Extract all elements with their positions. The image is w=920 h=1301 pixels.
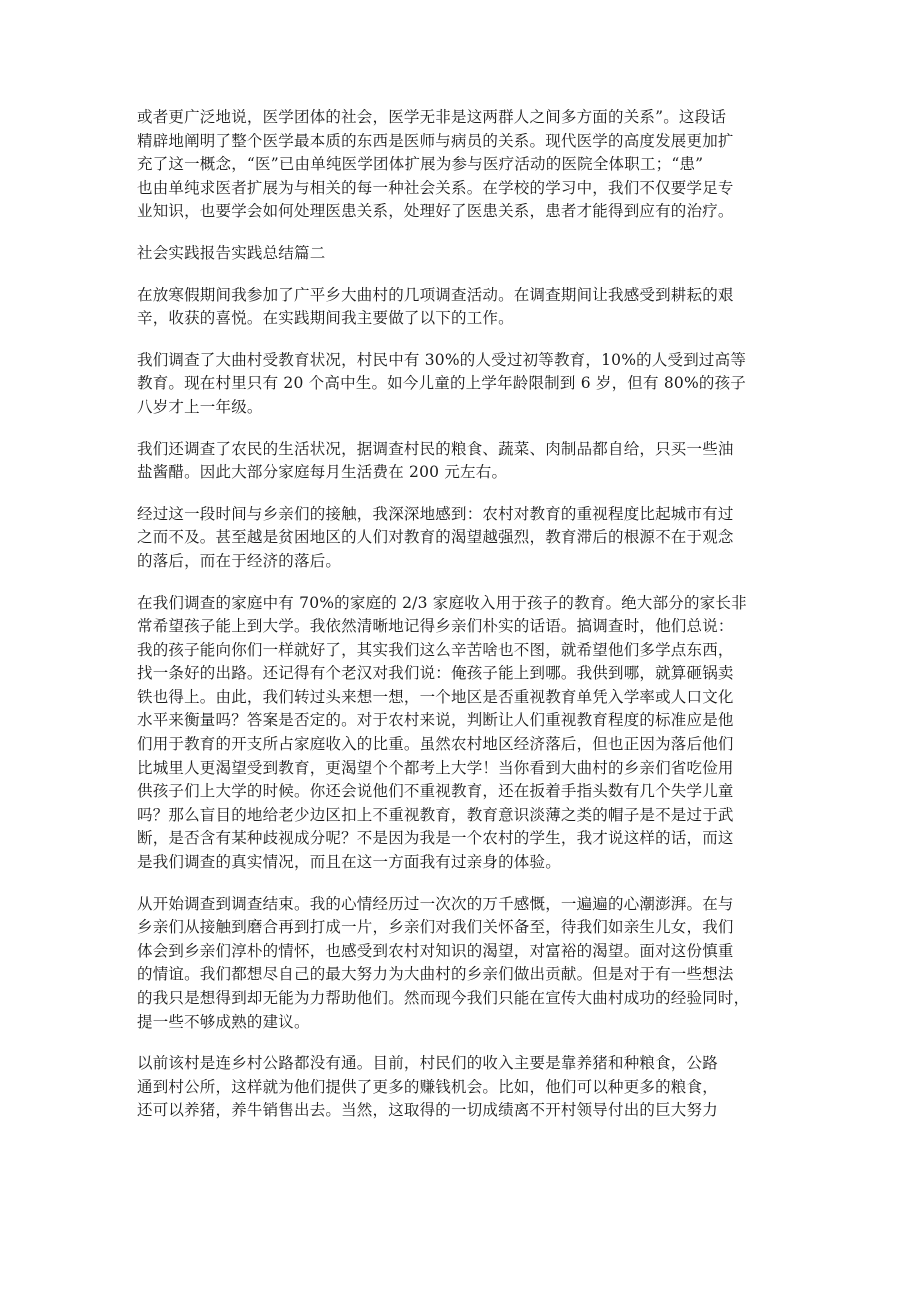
text-line: 之而不及。甚至越是贫困地区的人们对教育的渴望越强烈，教育滞后的根源不在于观念	[137, 528, 734, 547]
text-line: 体会到乡亲们淳朴的情怀，也感受到农村对知识的渴望，对富裕的渴望。面对这份慎重	[137, 941, 734, 960]
text-line: 精辟地阐明了整个医学最本质的东西是医师与病员的关系。现代医学的高度发展更加扩	[137, 131, 734, 150]
text-line: 断，是否含有某种歧视成分呢？不是因为我是一个农村的学生，我才说这样的话，而这	[137, 829, 734, 848]
paragraph-gap	[137, 331, 793, 349]
text-line: 水平来衡量吗？答案是否定的。对于农村来说，判断让人们重视教育程度的标准应是他	[137, 711, 734, 730]
paragraph-education-status	[137, 349, 793, 420]
text-line: 的情谊。我们都想尽自己的最大努力为大曲村的乡亲们做出贡献。但是对于有一些想法	[137, 965, 734, 984]
text-line: 从开始调查到调查结束。我的心情经历过一次次的万千感慨，一遍遍的心潮澎湃。在与	[137, 894, 734, 913]
text-line: 八岁才上一年级。	[137, 397, 263, 416]
text-line: 我的孩子能向你们一样就好了，其实我们这么辛苦啥也不图，就希望他们多学点东西，	[137, 640, 734, 659]
text-line: 业知识，也要学会如何处理医患关系，处理好了医患关系，患者才能得到应有的治疗。	[137, 202, 734, 221]
text-line: 找一条好的出路。还记得有个老汉对我们说：俺孩子能上到哪。我供到哪，就算砸锅卖	[137, 664, 734, 683]
paragraph-doctor-patient	[137, 106, 793, 224]
text-line: 比城里人更渴望受到教育，更渴望个个都考上大学！当你看到大曲村的乡亲们省吃俭用	[137, 758, 734, 777]
text-line: 吗？那么盲目的地给老少边区扣上不重视教育，教育意识淡薄之类的帽子是不是过于武	[137, 805, 734, 824]
paragraph-gap	[137, 266, 793, 284]
text-line: 经过这一段时间与乡亲们的接触，我深深地感到：农村对教育的重视程度比起城市有过	[137, 504, 734, 523]
text-line: 提一些不够成熟的建议。	[137, 1012, 310, 1031]
text-line: 辛，收获的喜悦。在实践期间我主要做了以下的工作。	[137, 309, 514, 328]
paragraph-gap	[137, 574, 793, 592]
text-line: 我们还调查了农民的生活状况，据调查村民的粮食、蔬菜、肉制品都自给，只买一些油	[137, 439, 734, 458]
text-line: 铁也得上。由此，我们转过头来想一想，一个地区是否重视教育单凭入学率或人口文化	[137, 687, 734, 706]
paragraph-gap	[137, 875, 793, 893]
text-line: 在放寒假期间我参加了广平乡大曲村的几项调查活动。在调查期间让我感受到耕耘的艰	[137, 285, 734, 304]
text-line: 盐酱醋。因此大部分家庭每月生活费在 200 元左右。	[137, 463, 508, 482]
text-line: 的落后，而在于经济的落后。	[137, 551, 342, 570]
text-line: 我们调查了大曲村受教育状况，村民中有 30%的人受过初等教育，10%的人受到过高等	[137, 350, 747, 369]
heading-text: 社会实践报告实践总结篇二	[137, 243, 326, 262]
text-line: 在我们调查的家庭中有 70%的家庭的 2/3 家庭收入用于孩子的教育。绝大部分的家长非	[137, 593, 747, 612]
text-line: 的我只是想得到却无能为力帮助他们。然而现今我们只能在宣传大曲村成功的经验同时，	[137, 989, 750, 1007]
paragraph-gap	[137, 224, 793, 242]
text-line: 或者更广泛地说，医学团体的社会，医学无非是这两群人之间多方面的关系”。这段话	[137, 108, 727, 126]
paragraph-intro	[137, 284, 793, 331]
text-line: 以前该村是连乡村公路都没有通。目前，村民们的收入主要是靠养猪和种粮食，公路	[137, 1054, 718, 1073]
paragraph-survey-reflection	[137, 893, 793, 1035]
section-heading	[137, 242, 793, 266]
paragraph-gap	[137, 485, 793, 503]
document-page	[137, 106, 793, 1123]
text-line: 们用于教育的开支所占家庭收入的比重。虽然农村地区经济落后，但也正因为落后他们	[137, 735, 734, 754]
text-line: 是我们调查的真实情况，而且在这一方面我有过亲身的体验。	[137, 853, 561, 872]
text-line: 充了这一概念，“医”已由单纯医学团体扩展为参与医疗活动的医院全体职工；“患”	[137, 155, 704, 174]
paragraph-road-income	[137, 1052, 793, 1123]
paragraph-household-spending	[137, 592, 793, 875]
paragraph-gap	[137, 1034, 793, 1052]
text-line: 也由单纯求医者扩展为与相关的每一种社会关系。在学校的学习中，我们不仅要学足专	[137, 178, 734, 197]
paragraph-feelings	[137, 503, 793, 574]
text-line: 供孩子们上大学的时候。你还会说他们不重视教育，还在扳着手指头数有几个失学儿童	[137, 782, 734, 801]
text-line: 通到村公所，这样就为他们提供了更多的赚钱机会。比如，他们可以种更多的粮食，	[137, 1077, 718, 1096]
text-line: 还可以养猪，养牛销售出去。当然，这取得的一切成绩离不开村领导付出的巨大努力	[137, 1101, 718, 1120]
paragraph-living-status	[137, 438, 793, 485]
text-line: 常希望孩子能上到大学。我依然清晰地记得乡亲们朴实的话语。搞调查时，他们总说：	[137, 617, 734, 636]
text-line: 教育。现在村里只有 20 个高中生。如今儿童的上学年龄限制到 6 岁，但有 80%的孩子	[137, 374, 746, 393]
text-line: 乡亲们从接触到磨合再到打成一片，乡亲们对我们关怀备至，待我们如亲生儿女，我们	[137, 918, 734, 937]
paragraph-gap	[137, 420, 793, 438]
